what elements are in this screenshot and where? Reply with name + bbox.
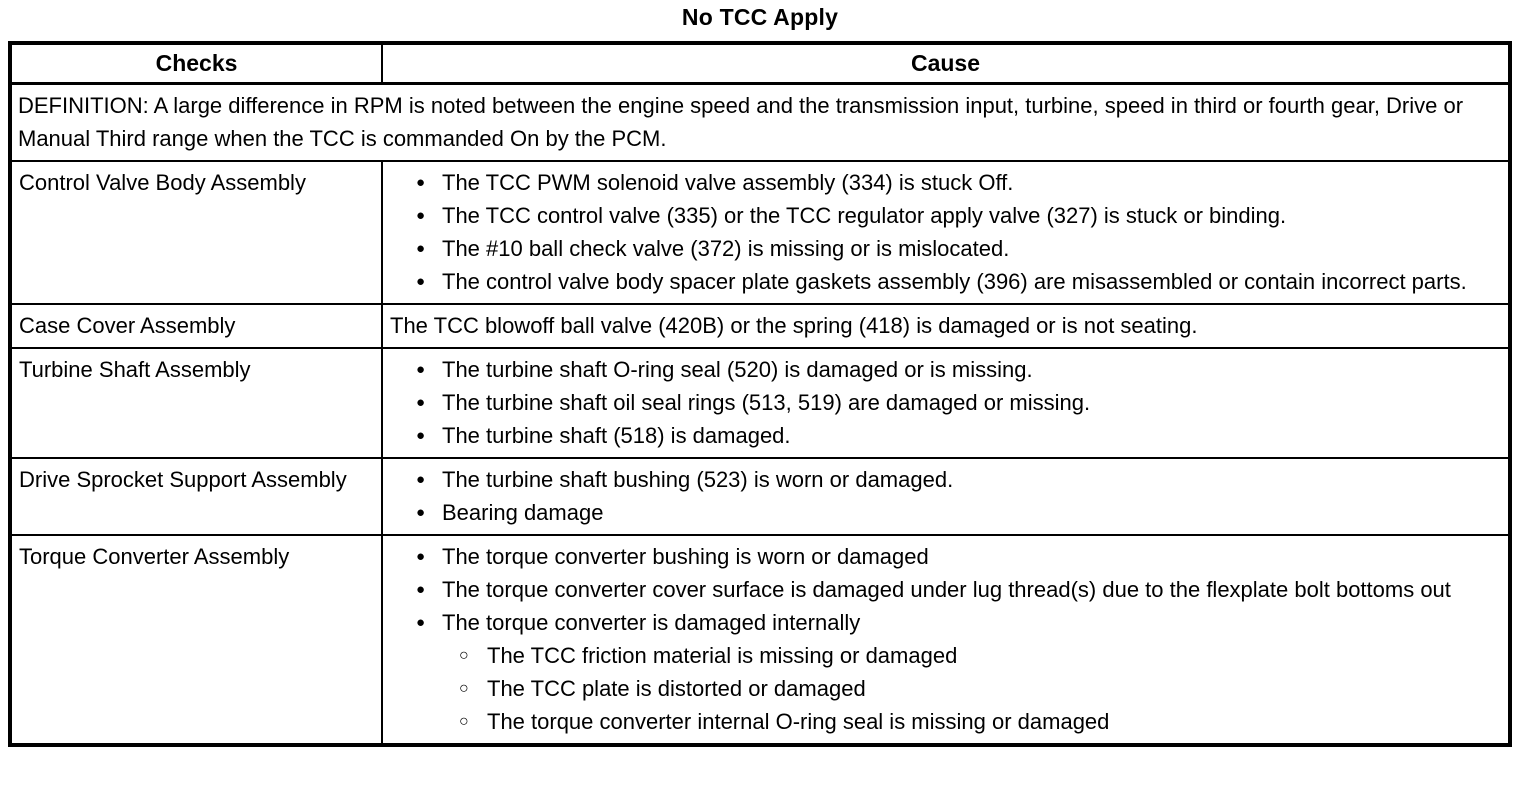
cause-item [390, 309, 1502, 342]
bullet-icon: ● [416, 361, 426, 378]
cause-item [389, 265, 1502, 298]
cause-item [389, 540, 1502, 573]
cause-sub-item [389, 639, 1502, 672]
cause-text: The #10 ball check valve (372) is missing or is mislocated. [442, 236, 1010, 261]
cause-text: The TCC friction material is missing or damaged [487, 643, 958, 668]
bullet-icon: ● [416, 548, 426, 565]
header-row [10, 43, 1510, 84]
bullet-icon: ● [416, 394, 426, 411]
cause-text: Bearing damage [442, 500, 604, 525]
cause-list [382, 535, 1510, 745]
check-name: Control Valve Body Assembly [10, 161, 382, 304]
cause-item [389, 573, 1502, 606]
bullet-icon: ● [416, 504, 426, 521]
cause-item [389, 419, 1502, 452]
cause-list [382, 458, 1510, 535]
cause-text: The torque converter is damaged internally [442, 610, 861, 635]
cause-text: The torque converter cover surface is damaged under lug thread(s) due to the flexplate bolt bottoms out [442, 577, 1451, 602]
table-row [10, 304, 1510, 348]
cause-text: The turbine shaft bushing (523) is worn or damaged. [442, 467, 954, 492]
bullet-icon: ● [416, 471, 426, 488]
bullet-icon: ● [416, 240, 426, 257]
table-row [10, 458, 1510, 535]
cause-item [389, 166, 1502, 199]
circle-bullet-icon: ○ [459, 680, 469, 697]
cause-item [389, 353, 1502, 386]
cause-text: The torque converter internal O-ring seal is missing or damaged [487, 709, 1110, 734]
cause-sub-item [389, 672, 1502, 705]
table-row [10, 348, 1510, 458]
column-header-checks: Checks [10, 43, 382, 84]
bullet-icon: ● [416, 273, 426, 290]
no-tcc-apply-table [8, 41, 1512, 747]
check-name: Case Cover Assembly [10, 304, 382, 348]
cause-text: The TCC plate is distorted or damaged [487, 676, 866, 701]
bullet-icon: ● [416, 614, 426, 631]
cause-item [389, 199, 1502, 232]
page-title: No TCC Apply [681, 4, 839, 30]
check-name: Torque Converter Assembly [10, 535, 382, 745]
bullet-icon: ● [416, 427, 426, 444]
check-name: Drive Sprocket Support Assembly [10, 458, 382, 535]
cause-list [382, 161, 1510, 304]
definition-text: DEFINITION: A large difference in RPM is noted between the engine speed and the transmission input, turbine, speed in third or fourth gear, Drive or Manual Third range when the TCC is commanded On by the PCM. [10, 84, 1510, 162]
cause-item [389, 463, 1502, 496]
cause-text: The turbine shaft O-ring seal (520) is damaged or is missing. [442, 357, 1033, 382]
cause-item [389, 386, 1502, 419]
cause-text: The TCC blowoff ball valve (420B) or the spring (418) is damaged or is not seating. [390, 313, 1198, 338]
table-row [10, 535, 1510, 745]
cause-item [389, 232, 1502, 265]
circle-bullet-icon: ○ [459, 713, 469, 730]
column-header-cause: Cause [382, 43, 1510, 84]
cause-sub-item [389, 705, 1502, 738]
circle-bullet-icon: ○ [459, 647, 469, 664]
table-row [10, 161, 1510, 304]
cause-text: The TCC control valve (335) or the TCC regulator apply valve (327) is stuck or binding. [442, 203, 1287, 228]
cause-text: The TCC PWM solenoid valve assembly (334) is stuck Off. [442, 170, 1014, 195]
cause-text: The torque converter bushing is worn or damaged [442, 544, 929, 569]
check-name: Turbine Shaft Assembly [10, 348, 382, 458]
cause-text: The turbine shaft (518) is damaged. [442, 423, 791, 448]
bullet-icon: ● [416, 207, 426, 224]
cause-item [389, 606, 1502, 639]
bullet-icon: ● [416, 581, 426, 598]
bullet-icon: ● [416, 174, 426, 191]
cause-item [389, 496, 1502, 529]
cause-text: The control valve body spacer plate gaskets assembly (396) are misassembled or contain incorrect parts. [442, 269, 1467, 294]
definition-row [10, 84, 1510, 162]
cause-list [382, 304, 1510, 348]
cause-text: The turbine shaft oil seal rings (513, 519) are damaged or missing. [442, 390, 1091, 415]
cause-list [382, 348, 1510, 458]
